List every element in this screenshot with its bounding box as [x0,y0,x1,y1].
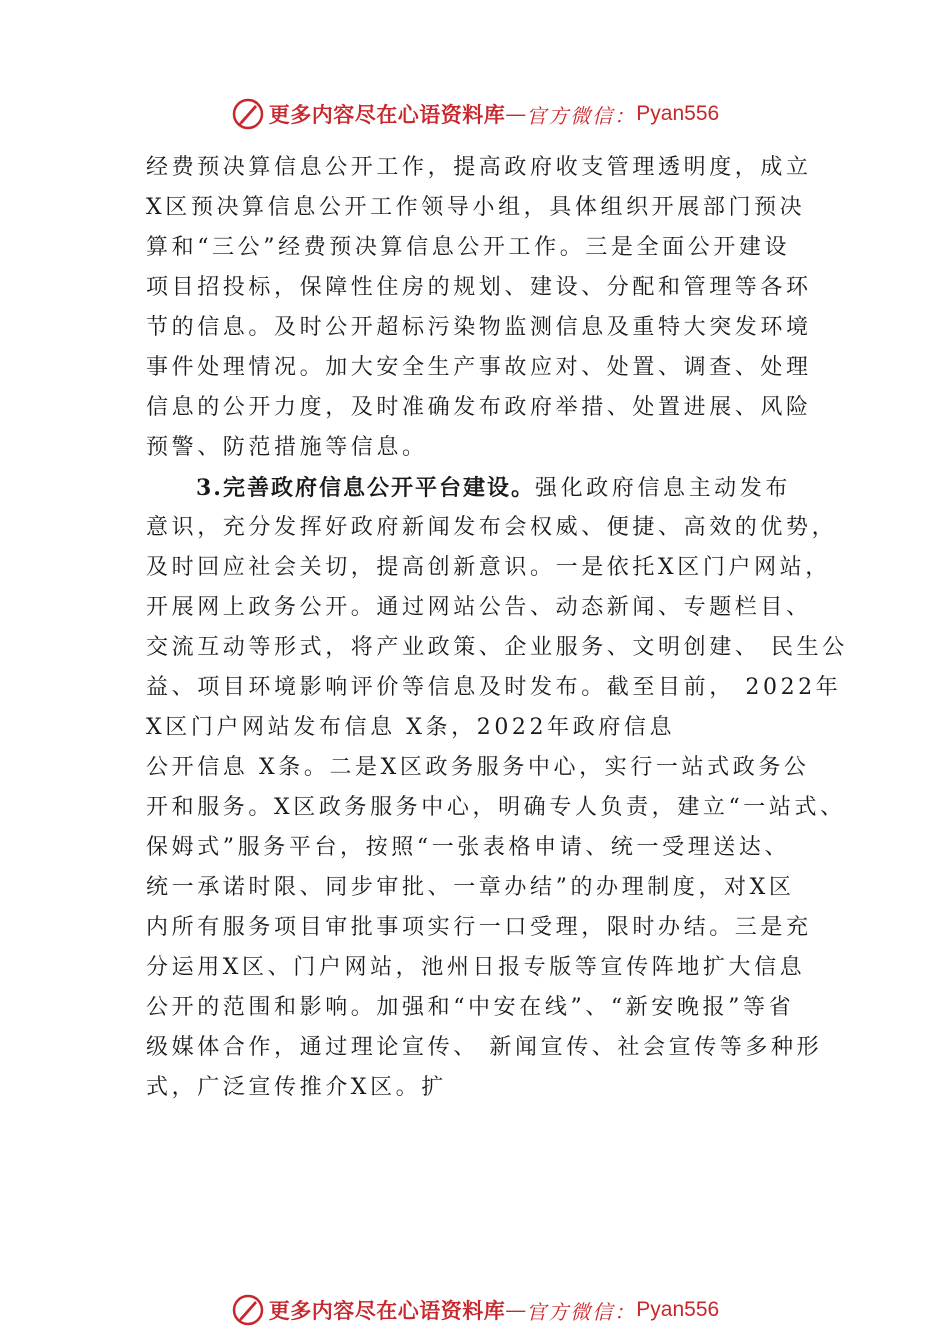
body-line: 开和服务。X区政务服务中心，明确专人负责，建立“一站式、 [146,795,846,820]
body-line: 意识，充分发挥好政府新闻发布会权威、便捷、高效的优势， [146,515,838,540]
watermark-label: 官方微信： [526,103,637,128]
body-line: 项目招投标，保障性住房的规划、建设、分配和管理等各环 [146,275,812,300]
watermark-site-name: 更多内容尽在心语资料库 [268,102,506,127]
body-line: 算和“三公”经费预决算信息公开工作。三是全面公开建设 [146,235,791,260]
section-heading-line [146,468,846,508]
header-watermark [0,94,950,134]
body-line: 事件处理情况。加大安全生产事故应对、处置、调查、处理 [146,355,812,380]
watermark-dash: — [505,1298,527,1322]
body-line: 及时回应社会关切，提高创新意识。一是依托X区门户网站， [146,555,831,580]
body-line: 级媒体合作，通过理论宣传、 新闻宣传、社会宣传等多种形 [146,1035,823,1060]
body-line: 预警、防范措施等信息。 [146,435,428,460]
body-line: 内所有服务项目审批事项实行一口受理，限时办结。三是充 [146,915,812,940]
watermark-label: 官方微信： [526,1299,637,1324]
body-line: 公开信息 X条。二是X区政务服务中心，实行一站式政务公 [146,755,810,780]
body-line: 信息的公开力度，及时准确发布政府举措、处置进展、风险 [146,395,812,420]
body-line: 开展网上政务公开。通过网站公告、动态新闻、专题栏目、 [146,595,812,620]
section-heading: 3.完善政府信息公开平台建设。 [196,475,535,501]
watermark-wechat-id: Pyan556 [636,1298,720,1321]
body-line: 益、项目环境影响评价等信息及时发布。截至目前， 2022年 [146,675,842,700]
body-line: 统一承诺时限、同步审批、一章办结”的办理制度，对X区 [146,875,795,900]
body-line: 保姆式”服务平台，按照“一张表格申请、统一受理送达、 [146,835,791,860]
watermark-dash: — [505,102,527,126]
body-line: X区预决算信息公开工作领导小组，具体组织开展部门预决 [146,195,806,220]
body-line: X区门户网站发布信息 X条，2022年政府信息 [146,715,676,740]
footer-watermark [0,1290,950,1330]
watermark-wechat-id: Pyan556 [636,102,720,125]
section-heading-rest: 强化政府信息主动发布 [534,476,791,501]
body-line: 节的信息。及时公开超标污染物监测信息及重特大突发环境 [146,315,812,340]
body-line: 经费预决算信息公开工作，提高政府收支管理透明度，成立 [146,155,812,180]
document-body [146,148,846,1108]
body-line: 交流互动等形式，将产业政策、企业服务、文明创建、 民生公 [146,635,848,660]
watermark-site-name: 更多内容尽在心语资料库 [268,1298,506,1323]
body-line: 式，广泛宣传推介X区。扩 [146,1075,447,1100]
quill-logo-icon [231,97,265,131]
body-line: 公开的范围和影响。加强和“中安在线”、“新安晚报”等省 [146,995,795,1020]
body-line: 分运用X区、门户网站，池州日报专版等宣传阵地扩大信息 [146,955,806,980]
quill-logo-icon [231,1293,265,1327]
